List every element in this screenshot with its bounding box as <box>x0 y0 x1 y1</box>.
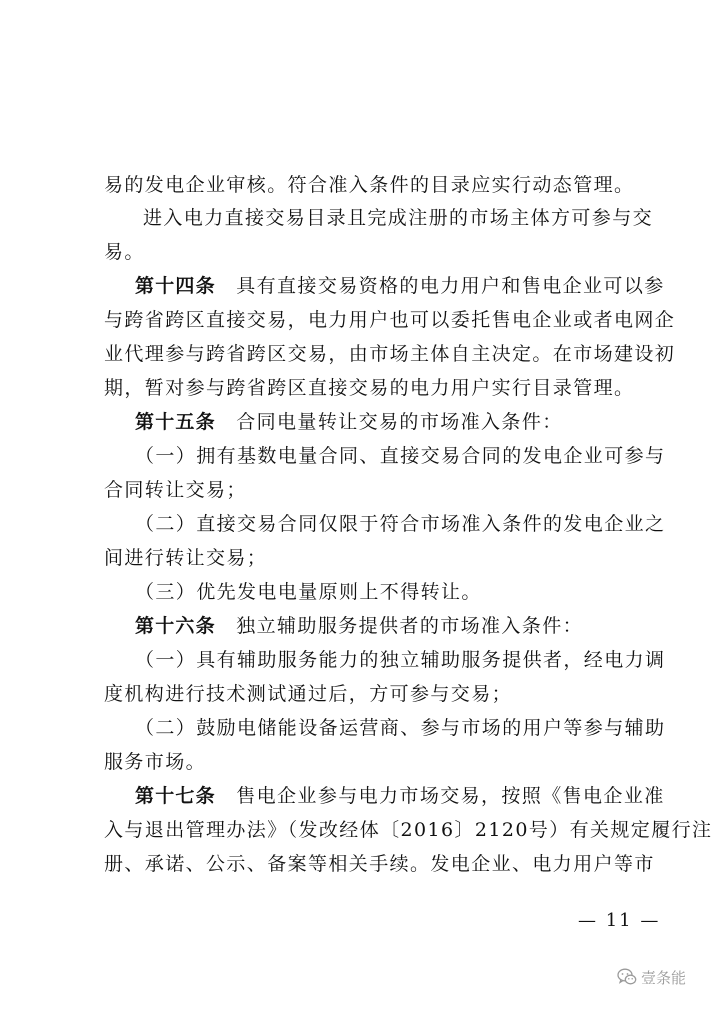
text-line <box>135 647 700 673</box>
text-line <box>104 307 700 333</box>
line-text: （二）鼓励电储能设备运营商、参与市场的用户等参与辅助 <box>135 717 666 739</box>
line-text: 册、承诺、公示、备案等相关手续。发电企业、电力用户等市 <box>104 853 655 875</box>
text-line <box>135 783 700 809</box>
page-number: — 11 — <box>578 910 661 931</box>
line-text: （一）具有辅助服务能力的独立辅助服务提供者，经电力调 <box>135 649 666 671</box>
article-heading: 第十四条 <box>135 275 216 297</box>
line-text: （三）优先发电电量原则上不得转让。 <box>135 581 482 603</box>
article-heading: 第十六条 <box>135 615 216 637</box>
text-line <box>104 477 700 503</box>
line-text: 间进行转让交易； <box>104 547 268 569</box>
line-text: 入与退出管理办法》（发改经体〔2016〕2120号）有关规定履行注 <box>104 819 713 841</box>
article-heading: 第十七条 <box>135 785 216 807</box>
line-text: 易。 <box>104 241 145 263</box>
watermark <box>617 965 686 989</box>
line-text: （一）拥有基数电量合同、直接交易合同的发电企业可参与 <box>135 445 666 467</box>
text-line <box>135 409 700 435</box>
line-text: 合同转让交易； <box>104 479 247 501</box>
wechat-icon <box>617 968 637 986</box>
line-text: 易的发电企业审核。符合准入条件的目录应实行动态管理。 <box>104 174 635 196</box>
text-line <box>104 239 700 265</box>
watermark-label: 壹条能 <box>641 968 687 987</box>
line-text: 度机构进行技术测试通过后，方可参与交易； <box>104 683 513 705</box>
text-line <box>104 817 713 843</box>
line-text: 与跨省跨区直接交易，电力用户也可以委托售电企业或者电网企 <box>104 309 676 331</box>
text-line <box>104 341 700 367</box>
line-text: 服务市场。 <box>104 751 207 773</box>
line-text: 合同电量转让交易的市场准入条件： <box>236 411 563 433</box>
text-line <box>143 205 700 231</box>
text-line <box>104 375 700 401</box>
text-line <box>135 613 700 639</box>
text-line <box>135 579 700 605</box>
line-text: 售电企业参与电力市场交易，按照《售电企业准 <box>236 785 665 807</box>
text-line <box>135 443 700 469</box>
line-text: 进入电力直接交易目录且完成注册的市场主体方可参与交 <box>143 207 654 229</box>
text-line <box>104 749 700 775</box>
line-text: 期，暂对参与跨省跨区直接交易的电力用户实行目录管理。 <box>104 377 635 399</box>
text-line <box>135 715 700 741</box>
article-heading: 第十五条 <box>135 411 216 433</box>
text-line <box>104 545 700 571</box>
text-line <box>104 851 700 877</box>
text-line <box>135 511 700 537</box>
line-text: 业代理参与跨省跨区交易，由市场主体自主决定。在市场建设初 <box>104 343 676 365</box>
text-line <box>104 681 700 707</box>
text-line <box>135 273 700 299</box>
line-text: 独立辅助服务提供者的市场准入条件： <box>236 615 584 637</box>
line-text: （二）直接交易合同仅限于符合市场准入条件的发电企业之 <box>135 513 666 535</box>
line-text: 具有直接交易资格的电力用户和售电企业可以参 <box>236 275 665 297</box>
text-line <box>104 172 700 198</box>
